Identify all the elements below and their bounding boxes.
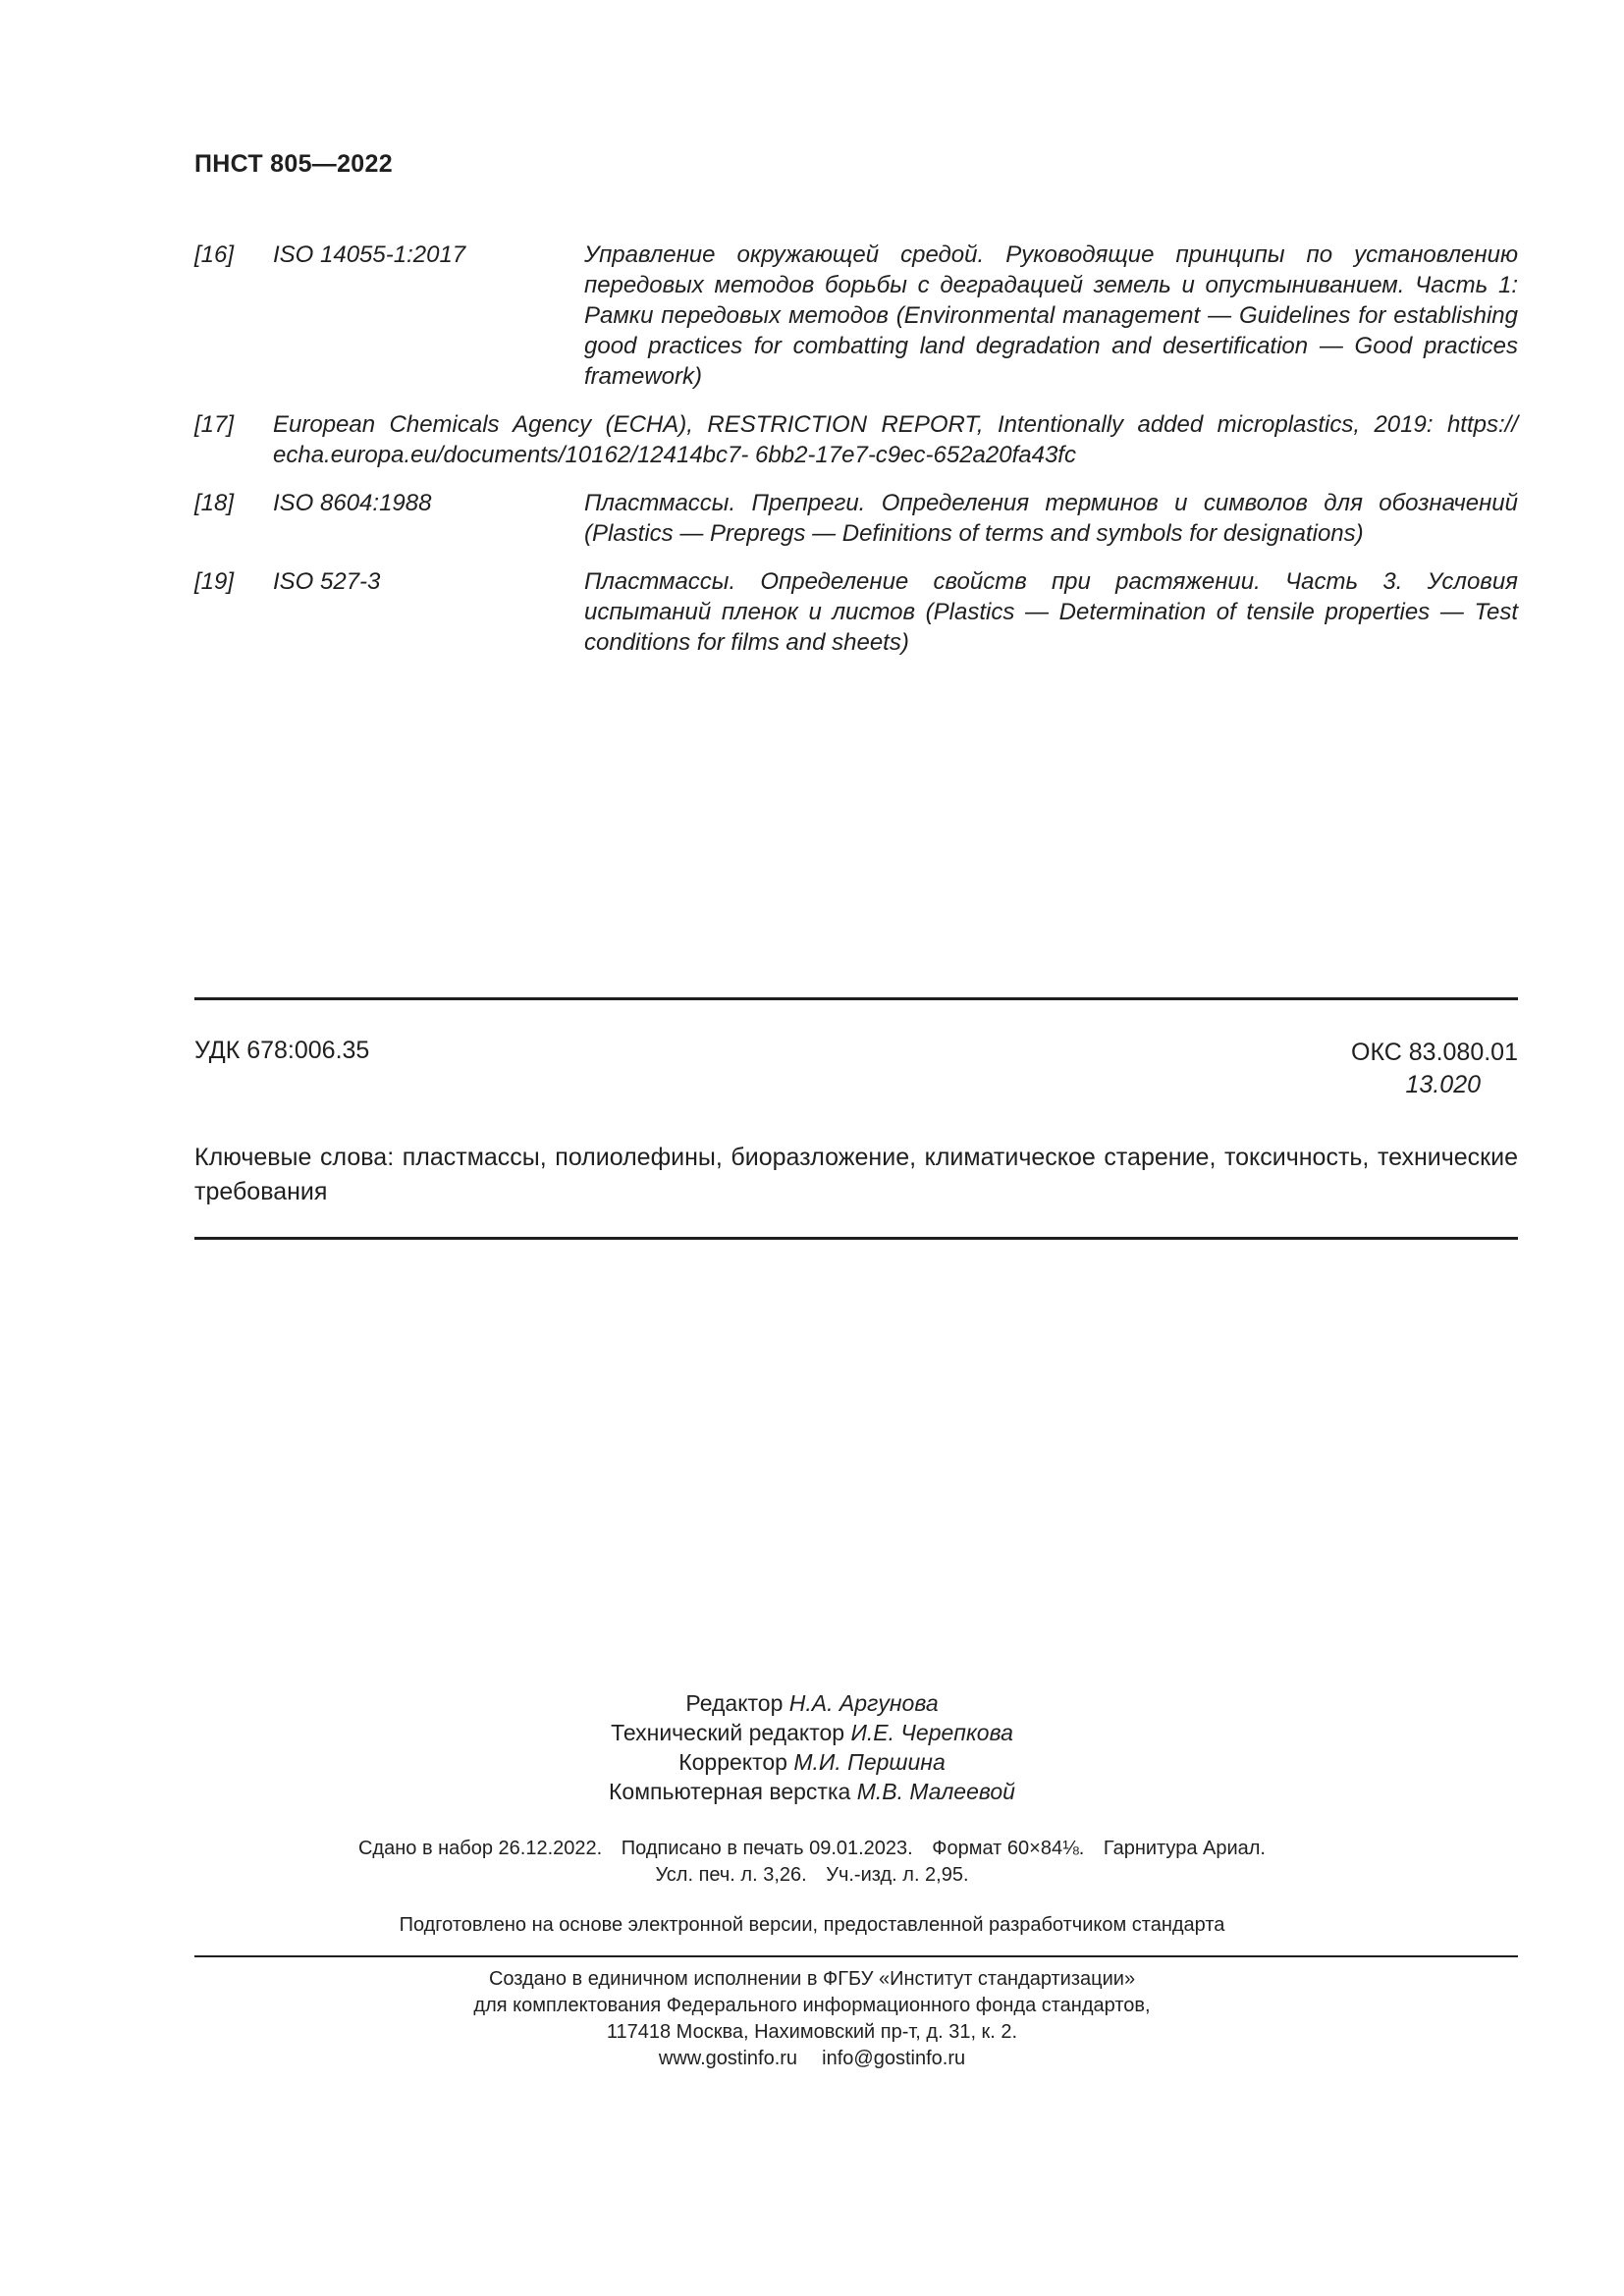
footer-line-2: для комплектования Федерального информационного фонда стандартов, bbox=[473, 1995, 1151, 2016]
editor-line bbox=[0, 1718, 1624, 1747]
prepared-note: Подготовлено на основе электронной версии, предоставленной разработчиком стандарта bbox=[399, 1914, 1225, 1936]
submitted-date: Сдано в набор 26.12.2022. bbox=[357, 1838, 603, 1859]
reference-item-18 bbox=[194, 488, 1518, 549]
imprint-line-2 bbox=[0, 1862, 1624, 1889]
reference-number: [18] bbox=[194, 490, 235, 516]
editor-role: Редактор bbox=[685, 1690, 784, 1716]
reference-number: [16] bbox=[194, 241, 235, 268]
reference-number: [19] bbox=[194, 568, 235, 595]
footer-line-1: Создано в единичном исполнении в ФГБУ «Институт стандартизации» bbox=[488, 1968, 1136, 1990]
reference-title: Управление окружающей средой. Руководящие принципы по установлению передовых методов борьбы с деградацией земель и опустыниванием. Часть 1: Рамки передовых методов (Environmental management — Guidelines for establishing good practices for combatting land degradation and desertification — Good practices framework) bbox=[584, 241, 1518, 390]
editor-name: Н.А. Аргунова bbox=[788, 1690, 939, 1716]
reference-item-16 bbox=[194, 240, 1518, 392]
reference-code: ISO 14055-1:2017 bbox=[273, 241, 466, 268]
editors-block bbox=[0, 1688, 1624, 1806]
divider-middle bbox=[194, 1237, 1518, 1240]
footer-line-3: 117418 Москва, Нахимовский пр-т, д. 31, к. 2. bbox=[606, 2021, 1018, 2043]
signed-date: Подписано в печать 09.01.2023. bbox=[621, 1838, 913, 1859]
oks-line-2: 13.020 bbox=[1405, 1071, 1481, 1098]
paper-format: Формат 60×84⅛. bbox=[932, 1838, 1085, 1859]
reference-code: ISO 8604:1988 bbox=[273, 490, 432, 516]
website-link[interactable]: www.gostinfo.ru bbox=[658, 2048, 798, 2069]
udk-code: УДК 678:006.35 bbox=[194, 1037, 370, 1064]
editor-role: Компьютерная верстка bbox=[609, 1779, 851, 1804]
editor-line bbox=[0, 1747, 1624, 1777]
footer-contacts bbox=[0, 2046, 1624, 2072]
reference-item-17 bbox=[194, 409, 1518, 470]
reference-title: Пластмассы. Определение свойств при растяжении. Часть 3. Условия испытаний пленок и листов (Plastics — Determination of tensile properties — Test conditions for films and sheets) bbox=[584, 568, 1518, 656]
bibliography-list bbox=[194, 240, 1518, 675]
print-sheets: Усл. печ. л. 3,26. bbox=[655, 1864, 807, 1886]
divider-bottom bbox=[194, 1955, 1518, 1957]
publisher-footer bbox=[0, 1966, 1624, 2072]
oks-line-1: ОКС 83.080.01 bbox=[1351, 1039, 1518, 1066]
reference-code: ISO 527-3 bbox=[273, 568, 381, 595]
email-link[interactable]: info@gostinfo.ru bbox=[822, 2048, 966, 2069]
editor-line bbox=[0, 1688, 1624, 1718]
imprint-block bbox=[0, 1836, 1624, 1889]
divider-top bbox=[194, 997, 1518, 1000]
document-code: ПНСТ 805—2022 bbox=[194, 150, 393, 178]
keywords: Ключевые слова: пластмассы, полиолефины, биоразложение, климатическое старение, токсичность, технические требования bbox=[194, 1144, 1518, 1205]
imprint-line-1 bbox=[0, 1836, 1624, 1862]
editor-role: Корректор bbox=[678, 1749, 787, 1775]
reference-title: Пластмассы. Препреги. Определения терминов и символов для обозначений (Plastics — Prepregs — Definitions of terms and symbols for designations) bbox=[584, 490, 1518, 547]
editor-line bbox=[0, 1777, 1624, 1806]
oks-code bbox=[1351, 1037, 1518, 1101]
reference-number: [17] bbox=[194, 411, 235, 438]
editor-role: Технический редактор bbox=[611, 1720, 845, 1745]
typeface: Гарнитура Ариал. bbox=[1103, 1838, 1266, 1859]
editor-name: М.И. Першина bbox=[793, 1749, 946, 1775]
publication-sheets: Уч.-изд. л. 2,95. bbox=[826, 1864, 969, 1886]
editor-name: М.В. Малеевой bbox=[856, 1779, 1015, 1804]
editor-name: И.Е. Черепкова bbox=[850, 1720, 1013, 1745]
reference-item-19 bbox=[194, 566, 1518, 658]
reference-title: European Chemicals Agency (ECHA), RESTRICTION REPORT, Intentionally added microplastics, 2019: https:// echa.europa.eu/documents/10162/12414bc7- 6bb2-17e7-c9ec-652a20fa43fc bbox=[273, 411, 1518, 468]
